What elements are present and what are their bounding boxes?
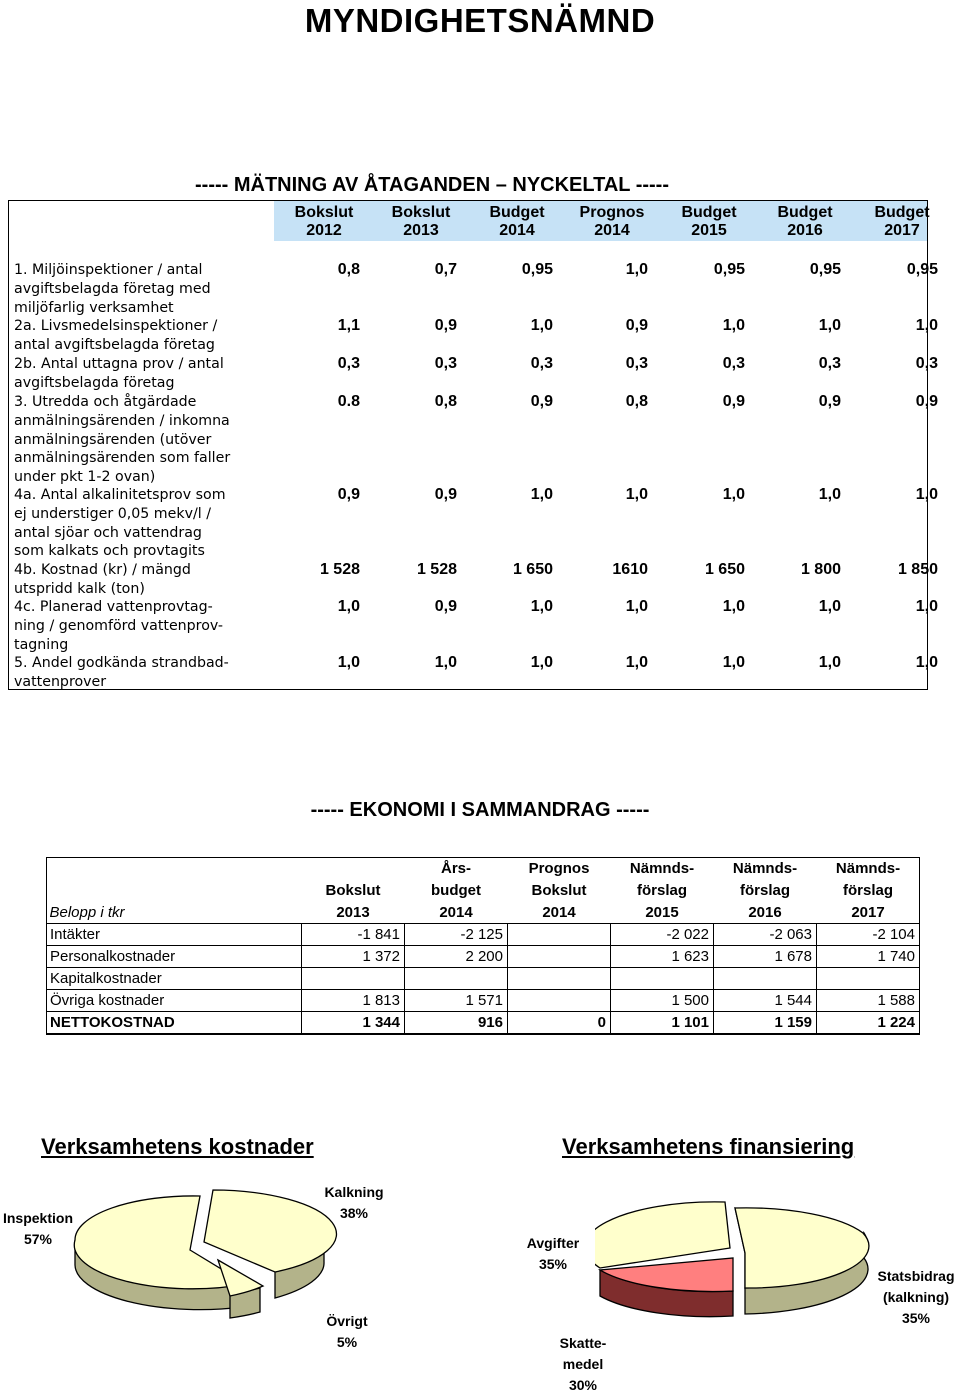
kpi-row-label-line: vattenprover [14,673,107,690]
kpi-value: 0,9 [337,486,360,503]
kpi-header-line2: 2013 [403,222,439,239]
kpi-value: 1,0 [625,654,648,671]
eko-header-row [47,857,920,879]
kpi-value: 0,9 [722,393,745,410]
kpi-row-label [14,355,264,393]
eko-header-cell: 2014 [439,903,473,921]
kpi-row-label-line: avgiftsbelagda företag [14,374,175,391]
kpi-value: 0,3 [915,355,938,372]
kpi-value: 0,8 [337,261,360,278]
kpi-row-label-line: som kalkats och provtagits [14,543,205,560]
kpi-row-label-line: 2a. Livsmedelsinspektioner / [14,318,218,334]
eko-row [47,924,920,946]
eko-row-label: Kapitalkostnader [47,968,302,990]
kpi-header-line1: Budget [681,204,737,221]
eko-header-cell: Belopp i tkr [49,903,125,921]
eko-section-title: ----- EKONOMI I SAMMANDRAG ----- [310,799,650,821]
eko-header-cell: förslag [739,881,790,899]
eko-cell: 1 544 [714,990,817,1012]
kpi-row-label-line: antal sjöar och vattendrag [14,524,202,541]
kpi-row-label-line: utspridd kalk (ton) [14,580,145,597]
kpi-header-line1: Budget [489,204,545,221]
eko-header-cell: Nämnds- [732,859,798,877]
kpi-header-line2: 2016 [787,222,823,239]
eko-header-row [47,879,920,901]
kpi-value: 0,7 [434,261,457,278]
pie-label-ovrigt [314,1311,380,1353]
eko-header-cell: Bokslut [325,881,381,899]
kpi-value: 1,0 [530,317,553,334]
eko-cell: 916 [405,1012,508,1035]
kpi-row-label-line: miljöfarlig verksamhet [14,299,174,316]
eko-row [47,990,920,1012]
eko-cell: 1 623 [611,946,714,968]
eko-cell: 1 159 [714,1012,817,1035]
kpi-row-label-line: 2b. Antal uttagna prov / antal [14,356,224,372]
kpi-value: 1,0 [818,654,841,671]
kpi-value: 0,9 [530,393,553,410]
eko-cell [714,968,817,990]
kpi-value: 1,0 [625,598,648,615]
pie-slice-avgifter [595,1202,730,1268]
eko-row-label: Övriga kostnader [47,990,302,1012]
kpi-header-line2: 2014 [594,222,630,239]
kpi-value: 1,0 [625,486,648,503]
kpi-header-3 [564,204,660,240]
eko-row-label: Personalkostnader [47,946,302,968]
kpi-table [8,200,938,690]
eko-cell [302,968,405,990]
kpi-row-label-line: 4a. Antal alkalinitetsprov som [14,487,226,503]
kpi-value: 0,3 [434,355,457,372]
kpi-value: 0,9 [818,393,841,410]
kpi-value: 1,0 [434,654,457,671]
kpi-row-label-line: antal avgiftsbelagda företag [14,336,215,353]
eko-header-cell: budget [431,881,481,899]
eko-header-row [47,901,920,924]
kpi-value: 0,8 [625,393,648,410]
eko-cell: 1 372 [302,946,405,968]
kpi-row-label [14,261,264,317]
kpi-row-label-line: 4c. Planerad vattenprovtag- [14,599,213,615]
kpi-section-title: ----- MÄTNING AV ÅTAGANDEN – NYCKELTAL ----- [195,174,670,196]
pie-label-inspektion-pct: 57% [23,1231,53,1247]
kpi-value: 0,9 [434,598,457,615]
eko-cell: 1 678 [714,946,817,968]
eko-cell: 1 224 [817,1012,920,1035]
pie-label-skattemedel-pct: 30% [568,1377,598,1393]
kpi-header-line1: Prognos [579,204,645,221]
kpi-value: 1,0 [337,598,360,615]
eko-cell: 1 101 [611,1012,714,1035]
kpi-value: 1,0 [722,317,745,334]
kpi-header-1 [373,204,469,240]
kpi-value: 1,0 [337,654,360,671]
chart-title-finansiering: Verksamhetens finansiering [562,1134,855,1159]
page-title: MYNDIGHETSNÄMND [304,2,656,39]
eko-cell: -2 022 [611,924,714,946]
kpi-value: 1610 [612,561,648,578]
eko-cell [405,968,508,990]
eko-cell: 1 588 [817,990,920,1012]
eko-row-label: NETTOKOSTNAD [47,1012,302,1035]
kpi-header-row [274,201,930,241]
eko-header-cell: Bokslut [531,881,587,899]
pie-chart-finansiering [595,1188,875,1338]
kpi-header-5 [757,204,853,240]
eko-cell [817,968,920,990]
pie-chart-kostnader [70,1180,340,1330]
pie-label-avgifter-name: Avgifter [526,1235,580,1251]
eko-row [47,946,920,968]
pie-label-statsbidrag-name1: Statsbidrag [877,1268,955,1284]
kpi-row-label-line: avgiftsbelagda företag med [14,280,211,297]
eko-cell: -2 125 [405,924,508,946]
eko-header-cell [302,857,405,879]
eko-header-cell: förslag [842,881,893,899]
eko-header-cell: förslag [636,881,687,899]
eko-header-cell: Års- [440,859,471,877]
pie-label-ovrigt-name: Övrigt [326,1313,368,1329]
eko-cell: 1 500 [611,990,714,1012]
kpi-row-label [14,393,264,487]
kpi-value: 0,95 [809,261,841,278]
kpi-value: 0,3 [530,355,553,372]
chart-title-kostnader: Verksamhetens kostnader [41,1134,314,1159]
pie-label-inspektion [0,1208,80,1250]
kpi-row-label [14,317,264,355]
kpi-value: 0,9 [625,317,648,334]
kpi-value: 1,0 [625,261,648,278]
eko-header-cell: 2014 [542,903,576,921]
eko-header-cell: Prognos [528,859,590,877]
kpi-value: 1,0 [722,654,745,671]
kpi-value: 0,3 [625,355,648,372]
eko-cell [508,968,611,990]
kpi-row-label-line: ning / genomförd vattenprov- [14,617,224,634]
kpi-value: 0,3 [818,355,841,372]
kpi-value: 1 650 [512,561,553,578]
eko-cell: -2 063 [714,924,817,946]
kpi-value: 0,9 [915,393,938,410]
kpi-value: 1,0 [818,486,841,503]
kpi-row-label-line: 3. Utredda och åtgärdade [14,394,197,410]
eko-table [46,857,920,1035]
kpi-value: 1,0 [530,486,553,503]
pie-label-inspektion-name: Inspektion [2,1210,73,1226]
pie-label-kalkning [310,1182,398,1224]
kpi-value: 0,9 [434,317,457,334]
pie-label-kalkning-name: Kalkning [324,1184,384,1200]
eko-header-cell: 2016 [748,903,782,921]
kpi-value: 0,9 [434,486,457,503]
eko-cell: -2 104 [817,924,920,946]
pie-label-ovrigt-pct: 5% [336,1334,358,1350]
kpi-value: 1 800 [800,561,841,578]
eko-cell: 2 200 [405,946,508,968]
eko-cell [508,946,611,968]
kpi-row-label [14,561,264,599]
kpi-value: 1,0 [722,486,745,503]
eko-row-label: Intäkter [47,924,302,946]
kpi-value: 1,0 [915,317,938,334]
kpi-row-label [14,654,264,692]
kpi-header-line1: Bokslut [294,204,354,221]
kpi-header-2 [469,204,565,240]
kpi-value: 1 528 [319,561,360,578]
eko-cell: 1 813 [302,990,405,1012]
eko-header-cell: 2015 [645,903,679,921]
kpi-header-line2: 2014 [499,222,535,239]
kpi-value: 1,0 [722,598,745,615]
kpi-value: 1,0 [818,317,841,334]
kpi-value: 0,3 [337,355,360,372]
kpi-header-line2: 2015 [691,222,727,239]
kpi-value: 1 650 [704,561,745,578]
kpi-value: 1,1 [337,317,360,334]
pie-label-avgifter-pct: 35% [538,1256,568,1272]
eko-cell: 1 571 [405,990,508,1012]
eko-cell [611,968,714,990]
kpi-value: 1,0 [530,654,553,671]
kpi-row-label [14,486,264,561]
kpi-value: 1,0 [915,654,938,671]
kpi-row-label-line: 1. Miljöinspektioner / antal [14,262,203,278]
pie-label-skattemedel-name2: medel [562,1356,604,1372]
eko-cell: 0 [508,1012,611,1035]
kpi-row-label-line: anmälningsärenden (utöver [14,431,212,448]
eko-header-cell: Nämnds- [835,859,901,877]
eko-row [47,968,920,990]
kpi-value: 0,3 [722,355,745,372]
kpi-header-0 [276,204,372,240]
pie-label-statsbidrag-pct: 35% [901,1310,931,1326]
kpi-row-label-line: anmälningsärenden / inkomna [14,412,230,429]
kpi-value: 0,95 [906,261,938,278]
kpi-header-6 [854,204,950,240]
kpi-row-label-line: 5. Andel godkända strandbad- [14,655,229,671]
kpi-header-line2: 2012 [306,222,342,239]
kpi-header-4 [661,204,757,240]
kpi-value: 1 528 [416,561,457,578]
kpi-value: 1,0 [818,598,841,615]
pie-label-statsbidrag-name2: (kalkning) [882,1289,950,1305]
kpi-header-line2: 2017 [884,222,920,239]
kpi-value: 0.8 [337,393,360,410]
pie-label-skattemedel [545,1333,621,1396]
kpi-value: 1 850 [897,561,938,578]
eko-cell [508,924,611,946]
kpi-row-label [14,598,264,654]
kpi-value: 0,95 [521,261,553,278]
kpi-value: 0,95 [713,261,745,278]
pie-label-skattemedel-name1: Skatte- [559,1335,607,1351]
kpi-value: 1,0 [530,598,553,615]
eko-header-cell [47,857,302,879]
kpi-value: 1,0 [915,486,938,503]
pie-label-kalkning-pct: 38% [339,1205,369,1221]
kpi-row-label-line: under pkt 1-2 ovan) [14,469,156,486]
eko-cell: -1 841 [302,924,405,946]
eko-header-cell: Nämnds- [629,859,695,877]
kpi-value: 1,0 [915,598,938,615]
kpi-row-label-line: tagning [14,636,69,653]
eko-header-cell: 2017 [851,903,885,921]
eko-cell: 1 344 [302,1012,405,1035]
eko-header-cell [47,879,302,901]
kpi-header-line1: Bokslut [391,204,451,221]
pie-label-avgifter [513,1233,593,1275]
kpi-value: 0,8 [434,393,457,410]
kpi-header-line1: Budget [874,204,930,221]
eko-row [47,1012,920,1035]
kpi-header-line1: Budget [777,204,833,221]
eko-header-cell: 2013 [336,903,370,921]
eko-cell [508,990,611,1012]
pie-label-statsbidrag [870,1266,960,1329]
kpi-row-label-line: ej understiger 0,05 mekv/l / [14,505,211,522]
kpi-row-label-line: 4b. Kostnad (kr) / mängd [14,562,191,578]
eko-cell: 1 740 [817,946,920,968]
kpi-row-label-line: anmälningsärenden som faller [14,450,231,467]
